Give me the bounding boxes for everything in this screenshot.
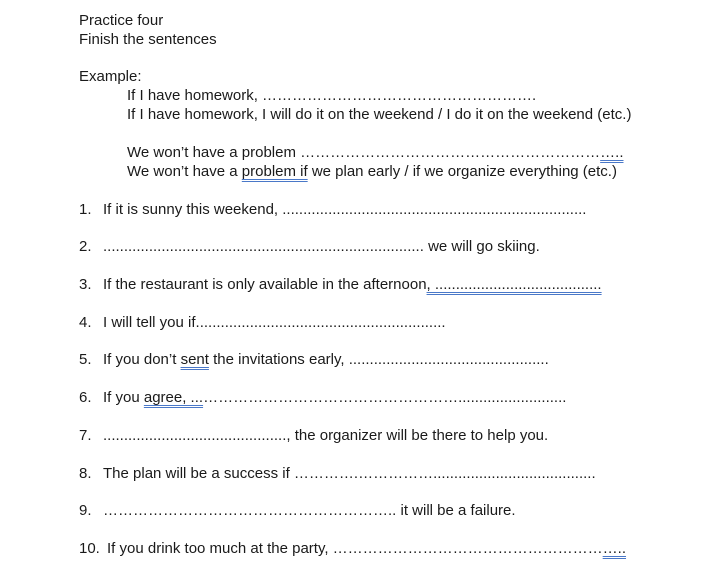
worksheet-title: Practice four — [79, 12, 164, 29]
proofing-underline: agree, ... — [143, 389, 204, 406]
proofing-underline: problem if — [241, 163, 308, 180]
example-label: Example: — [79, 68, 142, 85]
item-number: 5. — [79, 351, 92, 368]
item-text-end: …………………………………………….......................... — [203, 389, 567, 406]
item-text-start: If you don’t — [103, 351, 181, 368]
item-text — [103, 350, 549, 369]
proofing-underline: sent — [180, 351, 209, 368]
example-answer-2-end: we plan early / if we organize everything (etc.) — [307, 163, 617, 180]
item-number: 9. — [79, 502, 92, 519]
example-prompt-2 — [127, 143, 624, 162]
item-number: 4. — [79, 314, 92, 331]
item-text: ............................................, the organizer will be there to help you. — [103, 427, 549, 444]
item-text-start: If you drink too much at the party, ……………………………………………… — [107, 540, 603, 557]
item-number: 2. — [79, 238, 92, 255]
item-text: ............................................................................. we will go skiing. — [103, 238, 540, 255]
example-answer-2 — [127, 162, 617, 181]
example-prompt-1: If I have homework, ………………………………………………. — [127, 87, 537, 104]
example-prompt-2-text: We won’t have a problem …………………………………………………… — [127, 144, 601, 161]
example-answer-2-start: We won’t have a — [127, 163, 242, 180]
item-number: 6. — [79, 389, 92, 406]
proofing-underline: ….. — [602, 540, 627, 557]
item-text — [103, 275, 602, 294]
item-number: 1. — [79, 201, 92, 218]
item-text-start: If the restaurant is only available in the afternoon — [103, 276, 427, 293]
item-text: I will tell you if............................................................ — [103, 314, 446, 331]
item-text-start: If you — [103, 389, 144, 406]
item-text: If it is sunny this weekend, ......................................................................... — [103, 201, 587, 218]
proofing-underline: ….. — [600, 144, 624, 161]
item-text: ………………………………………………….. it will be a failure. — [103, 502, 516, 519]
item-number: 3. — [79, 276, 92, 293]
item-text-end: the invitations early, ................................................ — [208, 351, 549, 368]
item-number: 7. — [79, 427, 92, 444]
item-text — [103, 388, 566, 407]
item-text: The plan will be a success if ………….……………....................................... — [103, 465, 596, 482]
proofing-underline: , ........................................ — [426, 276, 602, 293]
item-number: 10. — [79, 540, 100, 557]
item-text — [107, 539, 626, 558]
example-answer-1: If I have homework, I will do it on the weekend / I do it on the weekend (etc.) — [127, 106, 632, 123]
worksheet-instructions: Finish the sentences — [79, 31, 217, 48]
item-number: 8. — [79, 465, 92, 482]
